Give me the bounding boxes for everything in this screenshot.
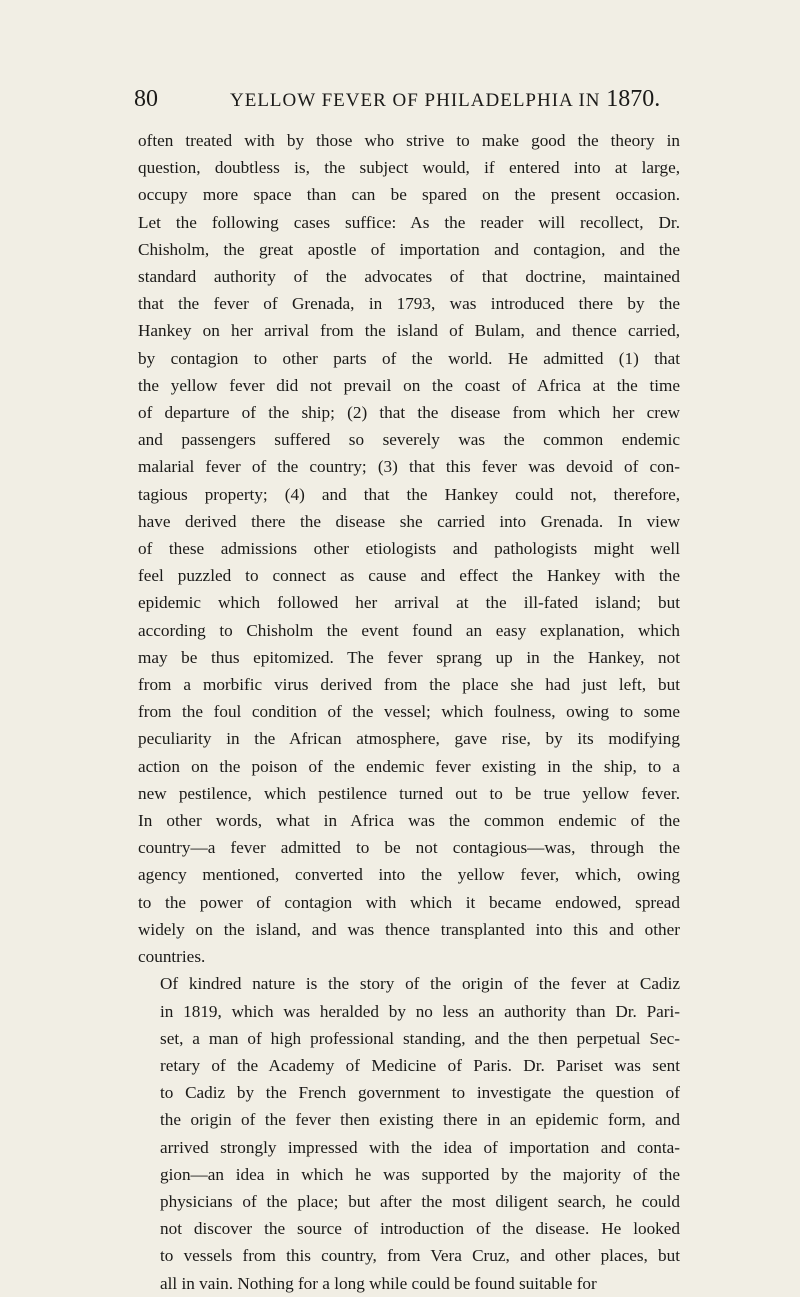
text-line: Chisholm, the great apostle of importation and contagion, and the [138, 239, 680, 259]
body-text [138, 127, 680, 1297]
running-head [230, 84, 660, 116]
text-line: have derived there the disease she carried into Grenada. In view [138, 511, 680, 531]
text-line: of these admissions other etiologists and pathologists might well [138, 539, 680, 559]
text-line: all in vain. Nothing for a long while could be found suitable for [160, 1273, 597, 1293]
text-line: the origin of the fever then existing there in an epidemic form, and [160, 1110, 680, 1130]
text-line: new pestilence, which pestilence turned out to be true yellow fever. [138, 783, 680, 803]
text-line: according to Chisholm the event found an easy explanation, which [138, 620, 680, 640]
text-line: from a morbific virus derived from the place she had just left, but [138, 675, 680, 695]
text-line: by contagion to other parts of the world. He admitted (1) that [138, 348, 680, 368]
text-line: to the power of contagion with which it became endowed, spread [138, 892, 680, 912]
text-line: of departure of the ship; (2) that the disease from which her crew [138, 403, 680, 423]
text-line: action on the poison of the endemic fever existing in the ship, to a [138, 756, 680, 776]
text-line: malarial fever of the country; (3) that this fever was devoid of con- [138, 457, 680, 477]
text-line: not discover the source of introduction of the disease. He looked [160, 1219, 680, 1239]
text-line: the yellow fever did not prevail on the coast of Africa at the time [138, 375, 680, 395]
text-line: physicians of the place; but after the most diligent search, he could [160, 1191, 680, 1211]
text-line: from the foul condition of the vessel; which foulness, owing to some [138, 702, 680, 722]
running-head-year: 1870. [606, 86, 661, 112]
text-line: tagious property; (4) and that the Hankey could not, therefore, [138, 484, 680, 504]
text-line: often treated with by those who strive to make good the theory in [138, 131, 680, 150]
text-line: Let the following cases suffice: As the reader will recollect, Dr. [138, 212, 680, 232]
text-line: Hankey on her arrival from the island of Bulam, and thence carried, [138, 321, 680, 341]
paragraph [138, 970, 680, 1296]
paragraph [138, 127, 680, 970]
text-line: to Cadiz by the French government to investigate the question of [160, 1083, 680, 1103]
text-line: in 1819, which was heralded by no less an authority than Dr. Pari- [160, 1001, 680, 1021]
text-line: that the fever of Grenada, in 1793, was introduced there by the [138, 294, 680, 314]
text-line: occupy more space than can be spared on the present occasion. [138, 185, 680, 205]
text-line: may be thus epitomized. The fever sprang up in the Hankey, not [138, 647, 680, 667]
text-line: set, a man of high professional standing, and the then perpetual Sec- [160, 1028, 680, 1048]
text-line: country—a fever admitted to be not contagious—was, through the [138, 838, 680, 858]
text-line: retary of the Academy of Medicine of Paris. Dr. Pariset was sent [160, 1055, 680, 1075]
text-line: Of kindred nature is the story of the origin of the fever at Cadiz [160, 974, 680, 994]
text-line: agency mentioned, converted into the yellow fever, which, owing [138, 865, 680, 885]
text-line: peculiarity in the African atmosphere, gave rise, by its modifying [138, 729, 680, 749]
page-number: 80 [134, 86, 158, 112]
text-line: feel puzzled to connect as cause and effect the Hankey with the [138, 566, 680, 586]
text-line: and passengers suffered so severely was the common endemic [138, 430, 680, 450]
page-header [134, 84, 694, 114]
text-line: standard authority of the advocates of that doctrine, maintained [138, 267, 680, 287]
text-line: to vessels from this country, from Vera Cruz, and other places, but [160, 1246, 680, 1266]
text-line: In other words, what in Africa was the common endemic of the [138, 811, 680, 831]
text-line: widely on the island, and was thence transplanted into this and other [138, 919, 680, 939]
text-line: gion—an idea in which he was supported by the majority of the [160, 1164, 680, 1184]
text-line: epidemic which followed her arrival at the ill-fated island; but [138, 593, 680, 613]
running-head-title: YELLOW FEVER OF PHILADELPHIA IN [230, 90, 601, 111]
text-line: countries. [138, 947, 206, 967]
text-line: arrived strongly impressed with the idea of importation and conta- [160, 1137, 680, 1157]
text-line: question, doubtless is, the subject would, if entered into at large, [138, 158, 680, 178]
